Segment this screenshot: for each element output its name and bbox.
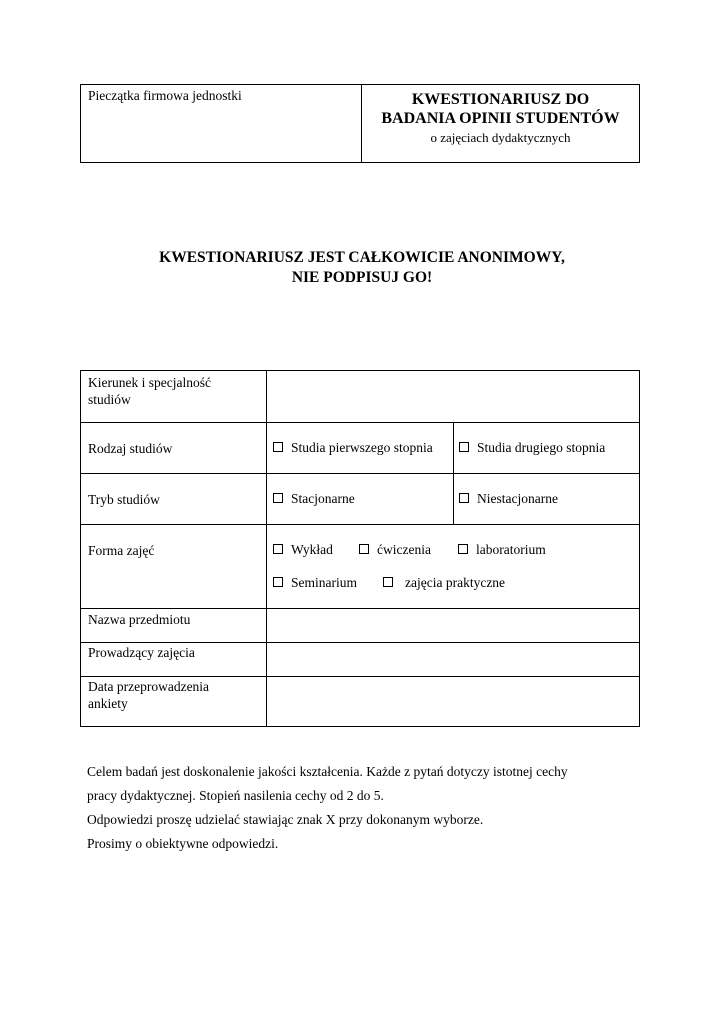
class-form-label: Forma zajęć bbox=[88, 543, 155, 558]
title-line-1: KWESTIONARIUSZ DO bbox=[411, 91, 590, 108]
row-divider bbox=[81, 422, 639, 423]
option-second-cycle[interactable]: Studia drugiego stopnia bbox=[459, 440, 605, 456]
anonymous-notice-line-2: NIE PODPISUJ GO! bbox=[291, 269, 433, 286]
instructor-label: Prowadzący zajęcia bbox=[88, 645, 195, 660]
checkbox-icon[interactable] bbox=[273, 442, 283, 452]
survey-date-input[interactable] bbox=[267, 677, 640, 726]
checkbox-icon[interactable] bbox=[458, 544, 468, 554]
checkbox-icon[interactable] bbox=[459, 442, 469, 452]
option-part-time[interactable]: Niestacjonarne bbox=[459, 491, 558, 507]
option-practical-classes[interactable]: zajęcia praktyczne bbox=[383, 575, 505, 591]
questionnaire-subtitle: o zajęciach dydaktycznych bbox=[430, 130, 571, 145]
option-laboratory[interactable]: laboratorium bbox=[458, 542, 546, 558]
study-mode-label: Tryb studiów bbox=[88, 492, 160, 507]
option-seminar[interactable]: Seminarium bbox=[273, 575, 357, 591]
title-line-2: BADANIA OPINII STUDENTÓW bbox=[381, 110, 620, 127]
option-lecture[interactable]: Wykład bbox=[273, 542, 333, 558]
option-full-time[interactable]: Stacjonarne bbox=[273, 491, 355, 507]
survey-date-label: Data przeprowadzenia ankiety bbox=[88, 679, 210, 711]
checkbox-icon[interactable] bbox=[273, 493, 283, 503]
column-divider bbox=[453, 422, 454, 524]
instruction-line: Celem badań jest doskonalenie jakości kształcenia. Każde z pytań dotyczy istotnej cechy bbox=[87, 764, 568, 779]
instruction-line: Odpowiedzi proszę udzielać stawiając znak X przy dokonanym wyborze. bbox=[87, 812, 484, 827]
details-table bbox=[80, 370, 640, 727]
checkbox-icon[interactable] bbox=[273, 544, 283, 554]
anonymous-notice-line-1: KWESTIONARIUSZ JEST CAŁKOWICIE ANONIMOWY, bbox=[159, 249, 565, 266]
questionnaire-title bbox=[362, 90, 639, 128]
option-first-cycle[interactable]: Studia pierwszego stopnia bbox=[273, 440, 433, 456]
field-of-study-label: Kierunek i specjalność studiów bbox=[88, 375, 211, 407]
option-exercises[interactable]: ćwiczenia bbox=[359, 542, 431, 558]
instruction-line: Prosimy o obiektywne odpowiedzi. bbox=[87, 836, 279, 851]
instruction-line: pracy dydaktycznej. Stopień nasilenia cechy od 2 do 5. bbox=[87, 788, 384, 803]
instructor-input[interactable] bbox=[267, 643, 640, 676]
field-of-study-input[interactable] bbox=[267, 371, 640, 422]
checkbox-icon[interactable] bbox=[383, 577, 393, 587]
row-divider bbox=[81, 524, 639, 525]
row-divider bbox=[81, 473, 639, 474]
checkbox-icon[interactable] bbox=[459, 493, 469, 503]
study-type-label: Rodzaj studiów bbox=[88, 441, 173, 456]
checkbox-icon[interactable] bbox=[359, 544, 369, 554]
course-name-input[interactable] bbox=[267, 609, 640, 642]
stamp-label: Pieczątka firmowa jednostki bbox=[88, 88, 242, 103]
header-box bbox=[80, 84, 640, 163]
checkbox-icon[interactable] bbox=[273, 577, 283, 587]
course-name-label: Nazwa przedmiotu bbox=[88, 612, 191, 627]
